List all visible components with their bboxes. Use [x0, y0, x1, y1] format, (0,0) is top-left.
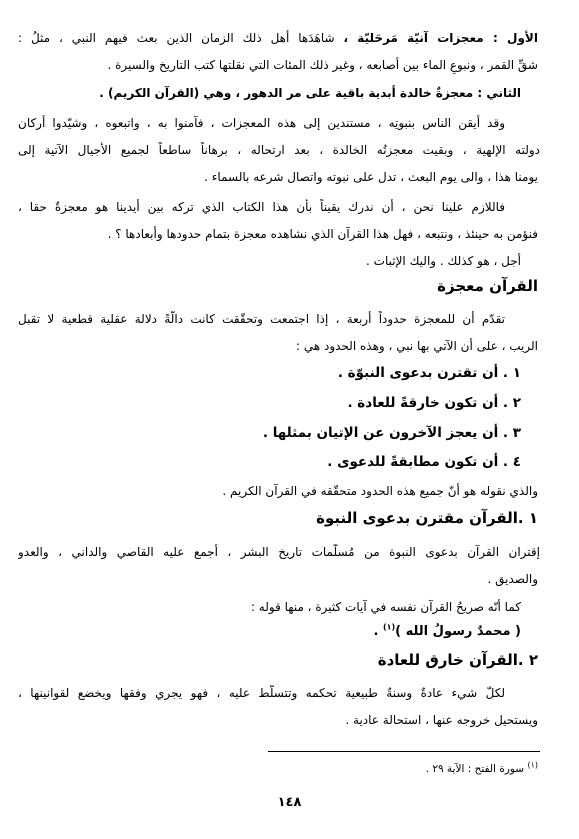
section-heading-quran-miracle: القرآن معجزة: [437, 277, 538, 295]
list-item: ١ . أن تقترن بدعوى النبوّة .: [337, 365, 521, 381]
section-heading-quran-extraordinary: ٢ .القرآن خارق للعادة: [377, 651, 538, 669]
paragraph-1-line-1-text: شاهَدَها أهل ذلك الزمان الذين بعث فيهم النبي ، مثلُ :: [18, 31, 344, 45]
paragraph-3-line-3: أجل ، هو كذلك . واليك الإثبات .: [366, 254, 521, 268]
section-1-intro-line-2: الريب ، على أن الآتي بها نبي ، وهذه الحدود هي :: [296, 339, 538, 353]
section-1-closing: والذي نقوله هو أنّ جميع هذه الحدود متحقّقه في القرآن الكريم .: [222, 484, 538, 498]
paragraph-2-line-1: وقد أيقن الناس بنبوتِه ، مستندين إلى هذه المعجزات ، فآمنوا به ، واتبعوه ، وشيّدوا أركان: [18, 116, 505, 130]
quote-end: .: [373, 624, 383, 639]
paragraph-3-line-2: فنؤمن به حينئذ ، ونتبعه ، فهل هذا القرآن الذي نشاهده معجزة بتمام حدودها وأبعادها ؟ .: [107, 227, 538, 241]
section-2-line-3: كما أنّه صريحُ القرآن نفسه في آيات كثيرة ، منها قوله :: [250, 600, 521, 614]
paragraph-3-line-1: فاللازم علينا نحن ، أن ندرك يقيناً بأن هذا الكتاب الذي تركه بين أيدينا هو معجزةٌ حقا ،: [18, 200, 505, 214]
paragraph-2-line-2: دولته الإلهية ، وبقيت معجزتُه الخالدة ، بعد ارتحاله ، برهاناً ساطعاً لجميع الأجيال الآتية إلى: [18, 143, 540, 157]
list-item: ٢ . أن تكون خارقةً للعادة .: [347, 395, 521, 411]
paragraph-1-line-2: شقِّ القمر ، ونبوعِ الماء بين أصابعه ، وغير ذلك المئات التي نقلتها كتب التاريخ والسيرة .: [107, 58, 538, 72]
section-3-line-2: ويستحيل خروجه عنها ، استحالة عادية .: [345, 713, 538, 727]
footnote: [426, 761, 538, 777]
list-item: ٣ . أن يعجز الآخرون عن الإتيان بمثلها .: [262, 425, 521, 441]
quote-text: ( محمدٌ رسولُ الله ): [395, 624, 521, 639]
footnote-marker: (١): [527, 760, 538, 770]
first-type-label: الأول : معجزات آنيّة مَرحَليّة ،: [343, 31, 538, 45]
paragraph-2-line-3: يومنا هذا ، والى يوم البعث ، تدل على نبوته واتصال شرعه بالسماء .: [204, 170, 538, 184]
footnote-reference[interactable]: (١): [382, 622, 396, 632]
section-2-line-2: والصديق .: [487, 572, 538, 586]
section-3-line-1: لكلّ شيء عادةٌ وسنةٌ طبيعية تحكمه وتتسلّط عليه ، فهو يجري وفقها ويخضع لقوانينها ،: [18, 686, 505, 700]
second-type-heading: الثاني : معجزةٌ خالدة أبدية باقية على مر الدهور ، وهي (القرآن الكريم) .: [99, 86, 521, 100]
list-item: ٤ . أن تكون مطابقةً للدعوى .: [327, 454, 521, 470]
page-number: ١٤٨: [277, 795, 302, 810]
footnote-divider: [268, 751, 540, 752]
paragraph-1-line-1: [18, 30, 538, 46]
quran-quote: [373, 624, 521, 640]
section-2-line-1: إقتران القرآن بدعوى النبوة من مُسلّمات تاريخ البشر ، أجمع عليه القاصي والداني ، والعدو: [18, 545, 540, 559]
section-1-intro-line-1: تقدّم أن للمعجزة حدوداً أربعة ، إذا اجتمعت وتحقّقت كانت دالّةً دلالة عقلية قطعية لا تقبل: [18, 312, 505, 326]
section-heading-quran-prophecy: ١ .القرآن مقترن بدعوى النبوة: [316, 509, 538, 527]
footnote-text: سورة الفتح : الآية ٢٩ .: [425, 763, 528, 775]
